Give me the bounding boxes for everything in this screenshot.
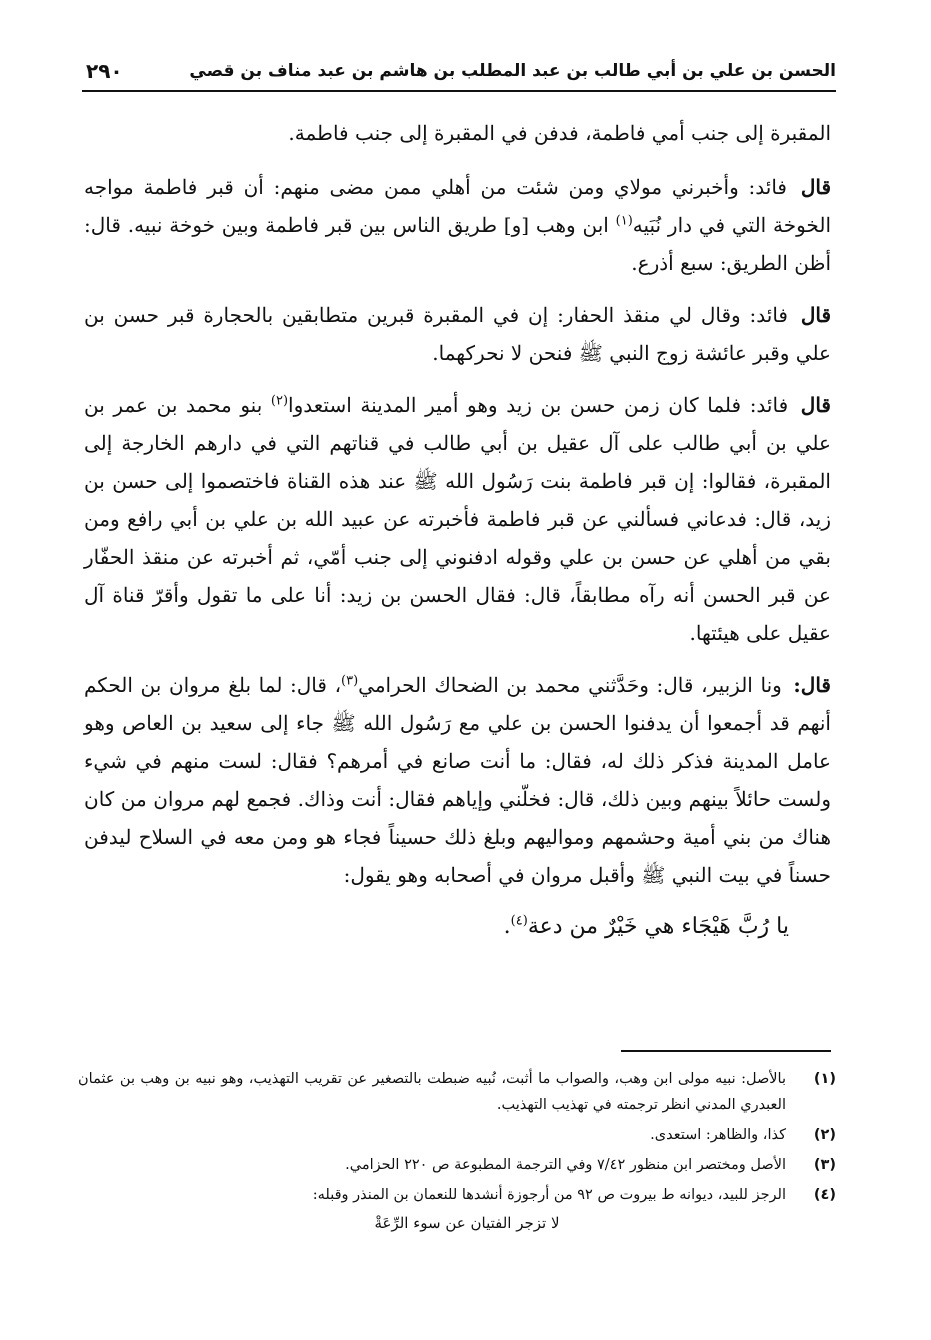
paragraph-text-continued: ابن وهب [و] طريق الناس بين قبر فاطمة وبين خوخة نبيه. قال: أظن الطريق: سبع أذرع. (84, 213, 831, 275)
verse-text: يا رُبَّ هَيْجَاء هي خَيْرٌ من دعة (527, 914, 789, 939)
footnote-ref-3: (٣) (341, 673, 359, 689)
footnote-ref-2: (٢) (270, 393, 289, 409)
paragraph-text: ونا الزبير، قال: وحَدَّثني محمد بن الضحاك الحرامي (358, 673, 782, 697)
footnotes (78, 1066, 836, 1240)
paragraph-text-continued: ، قال: لما بلغ مروان بن الحكم أنهم قد أجمعوا أن يدفنوا الحسن بن علي مع رَسُول الله ﷺ جاء إلى سعيد بن العاص وهو عامل المدينة فذكر ذلك له، فقال: ما أنت صانع في أمرهم؟ فقال: لست منهم في شيء ولست حائلاً بينهم وبين ذلك، قال: فخلّني وإياهم فقال: أنت وذاك. فجمع لهم مروان من كان هناك من بني أمية وحشمهم ومواليهم وبلغ ذلك حسيناً فجاء هو ومن معه في السلاح ليدفن حسناً في بيت النبي ﷺ وأقبل مروان في أصحابه وهو يقول: (84, 673, 832, 887)
footnote-text (78, 1182, 786, 1236)
separator-line (621, 1050, 831, 1052)
paragraph-text-continued: بنو محمد بن عمر بن علي بن أبي طالب على آل عقيل بن أبي طالب في قناتهم التي في دارهم الخارجة إلى المقبرة، فقالوا: إن قبر فاطمة بنت رَسُول الله ﷺ عند هذه القناة فاختصموا إلى حسن بن زيد، قال: فدعاني فسألني عن قبر فاطمة فأخبرته عن عبيد الله بن علي بن أبي رافع ومن بقي من أهلي عن حسن بن علي وقوله ادفنوني إلى جنب أمّي، ثم أخبرته عن منقذ الحفّار عن قبر الحسن أنه رآه مطابقاً، قال: فقال الحسن بن زيد: أنا على ما تقول وأقرّ قناة آل عقيل على هيئتها. (84, 393, 831, 645)
speaker-label: قال (800, 393, 831, 417)
footnote-number: (١) (813, 1071, 836, 1087)
paragraph-text: فائد: فلما كان زمن حسن بن زيد وهو أمير المدينة استعدوا (288, 393, 789, 417)
speaker-label: قال (800, 303, 831, 327)
paragraph-text: فائد: وقال لي منقذ الحفار: إن في المقبرة قبرين متطابقين بالحجارة قبر حسن بن علي وقبر عائشة زوج النبي ﷺ فنحن لا نحركهما. (84, 303, 831, 365)
paragraph-1 (84, 114, 831, 152)
footnote-3 (78, 1152, 836, 1178)
footnote-verse: لا تزجر الفتيان عن سوء الرِّعَةْ (374, 1214, 560, 1232)
footnote-2 (78, 1122, 836, 1148)
speaker-label: قال (800, 175, 831, 199)
footnote-text: الأصل ومختصر ابن منظور ٧/٤٢ وفي الترجمة المطبوعة ص ٢٢٠ الحزامي. (345, 1157, 786, 1173)
footnote-number: (٤) (813, 1187, 836, 1203)
verse-line (84, 908, 789, 946)
speaker-label: قال: (793, 673, 831, 697)
paragraph-3 (84, 296, 831, 372)
footnote-text: كذا، والظاهر: استعدى. (650, 1127, 786, 1143)
paragraph-text: المقبرة إلى جنب أمي فاطمة، فدفن في المقبرة إلى جنب فاطمة. (288, 121, 831, 145)
footnote-text-line: الرجز للبيد، ديوانه ط بيروت ص ٩٢ من أرجوزة أنشدها للنعمان بن المنذر وقبله: (312, 1187, 786, 1203)
running-title: الحسن بن علي بن أبي طالب بن عبد المطلب بن هاشم بن عبد مناف بن قصي (189, 60, 836, 81)
footnote-ref-4: (٤) (510, 913, 528, 929)
footnote-number: (٢) (813, 1127, 836, 1143)
footnote-number: (٣) (813, 1157, 836, 1173)
footnote-text: بالأصل: نبيه مولى ابن وهب، والصواب ما أثبت، نُبيه ضبطت بالتصغير عن تقريب التهذيب، وهو نبيه بن وهب بن عثمان العبدري المدني انظر ترجمته في تهذيب التهذيب. (78, 1071, 786, 1113)
paragraph-text: فائد: وأخبرني مولاي ومن شئت من أهلي ممن مضى منهم: أن قبر فاطمة مواجه الخوخة التي في دار نُبَيه (84, 175, 831, 237)
running-header (82, 52, 836, 92)
footnote-4 (78, 1182, 836, 1236)
page-number: ٢٩٠ (86, 59, 123, 83)
main-text (84, 114, 831, 946)
footnote-ref-1: (١) (615, 213, 633, 229)
paragraph-5 (84, 666, 831, 894)
paragraph-2 (84, 168, 831, 282)
paragraph-4 (84, 386, 831, 652)
footnote-separator (0, 1050, 831, 1052)
verse-period: . (503, 914, 511, 939)
footnote-1 (78, 1066, 836, 1118)
